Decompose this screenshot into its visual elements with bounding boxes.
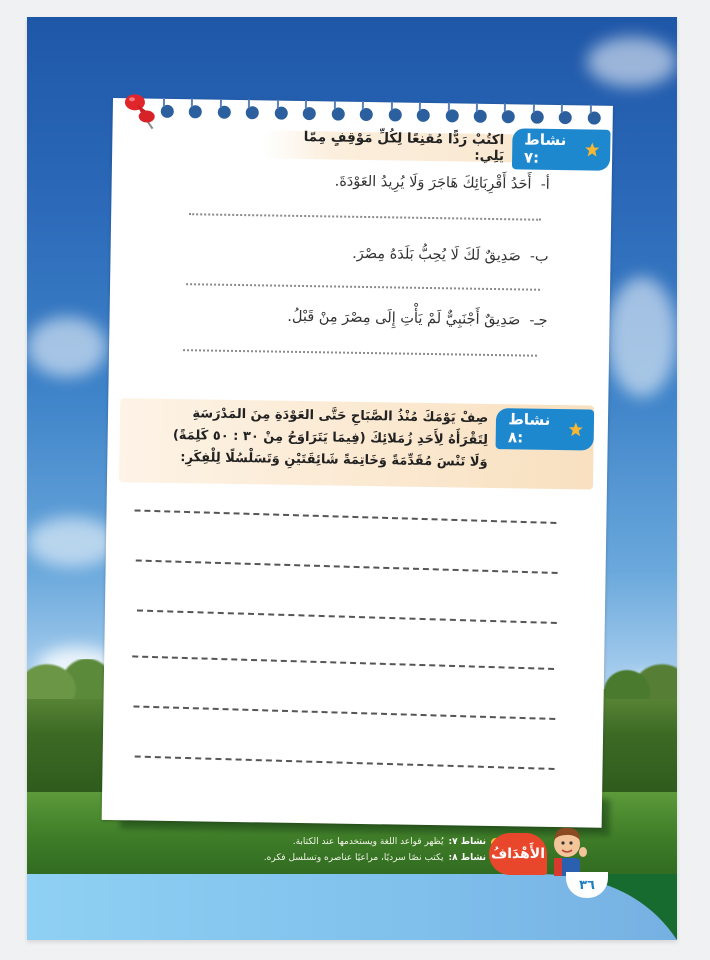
spiral-hole <box>559 111 572 124</box>
spiral-hole <box>587 111 600 124</box>
spiral-hole <box>502 110 515 123</box>
spiral-hole <box>218 106 231 119</box>
cloud <box>27 317 107 377</box>
activity-7-item-c: جـ- صَدِيقٌ أَجْنَبِيٌّ لَمْ يَأْتِ إِلَى مِصْرَ مِنْ قَبْلُ. <box>287 308 548 329</box>
spiral-hole <box>274 107 287 120</box>
answer-line[interactable] <box>136 559 558 574</box>
cloud <box>27 517 117 567</box>
page-number: ٣٦ <box>566 872 608 898</box>
spiral-hole <box>445 109 458 122</box>
cloud <box>587 37 677 87</box>
goals-badge: الأَهْدَافُ <box>489 833 547 875</box>
activity-8-badge <box>496 408 594 451</box>
activity-7-badge <box>512 128 611 171</box>
spiral-hole <box>417 109 430 122</box>
answer-line[interactable] <box>133 705 555 720</box>
goal-item: نشاط ٨: يكتب نصًا سرديًا، مراعيًا عناصره وتسلسل فكره. <box>220 850 500 866</box>
spiral-hole <box>360 108 373 121</box>
spiral-hole <box>331 107 344 120</box>
notebook-paper <box>102 98 613 828</box>
activity-7-title: اكتُبْ رَدًّا مُقنِعًا لِكُلِّ مَوْقِفٍ مِمّا يَلِي: <box>303 129 505 165</box>
activity-7-item-b: ب- صَدِيقٌ لَكَ لَا يُحِبُّ بَلَدَهُ مِصْرَ. <box>352 245 549 265</box>
spiral-hole <box>189 105 202 118</box>
answer-line[interactable] <box>135 755 555 769</box>
answer-line[interactable] <box>189 213 541 221</box>
goals-list <box>220 834 500 866</box>
activity-7-label: نشاط ٧: <box>523 129 567 167</box>
answer-line[interactable] <box>186 283 540 291</box>
answer-line[interactable] <box>135 509 557 524</box>
activity-7-header <box>262 129 610 167</box>
activity-8-header <box>119 398 594 489</box>
spiral-hole <box>303 107 316 120</box>
activity-8-label: نشاط ٨: <box>507 410 551 447</box>
boy-mascot-icon <box>546 822 590 876</box>
goal-item: نشاط ٧: يُظهر قواعد اللغة ويستخدمها عند الكتابة. <box>220 834 500 850</box>
answer-line[interactable] <box>137 610 557 624</box>
star-icon <box>568 421 584 437</box>
spiral-hole <box>246 106 259 119</box>
spiral-hole <box>531 111 544 124</box>
spiral-holes <box>161 105 601 130</box>
activity-7-item-a: أ- أَحَدُ أَقْرِبَائِكَ هَاجَرَ وَلَا يُرِيدُ العَوْدَةَ. <box>334 173 550 193</box>
spiral-hole <box>474 110 487 123</box>
cloud <box>607 277 677 397</box>
answer-line[interactable] <box>132 655 554 670</box>
answer-line[interactable] <box>183 349 537 357</box>
pushpin-icon <box>122 92 163 133</box>
activity-8-title: صِفْ يَوْمَكَ مُنْذُ الصَّبَاحِ حَتَّى العَوْدَةِ مِنَ المَدْرَسَةِ لِتَقْرَأَهُ لِأَحَدِ زُمَلائِكَ (فِيمَا يَتَرَاوَحُ مِنْ ٣٠ : ٥٠ كَلِمَةً) وَلَا تَنْسَ مُقَدِّمَةً وَخَاتِمَةً شَائِقَتَيْنِ وَتَسَلْسُلًا لِلْفِكَرِ: <box>172 406 489 470</box>
spiral-hole <box>388 108 401 121</box>
star-icon <box>584 141 600 157</box>
